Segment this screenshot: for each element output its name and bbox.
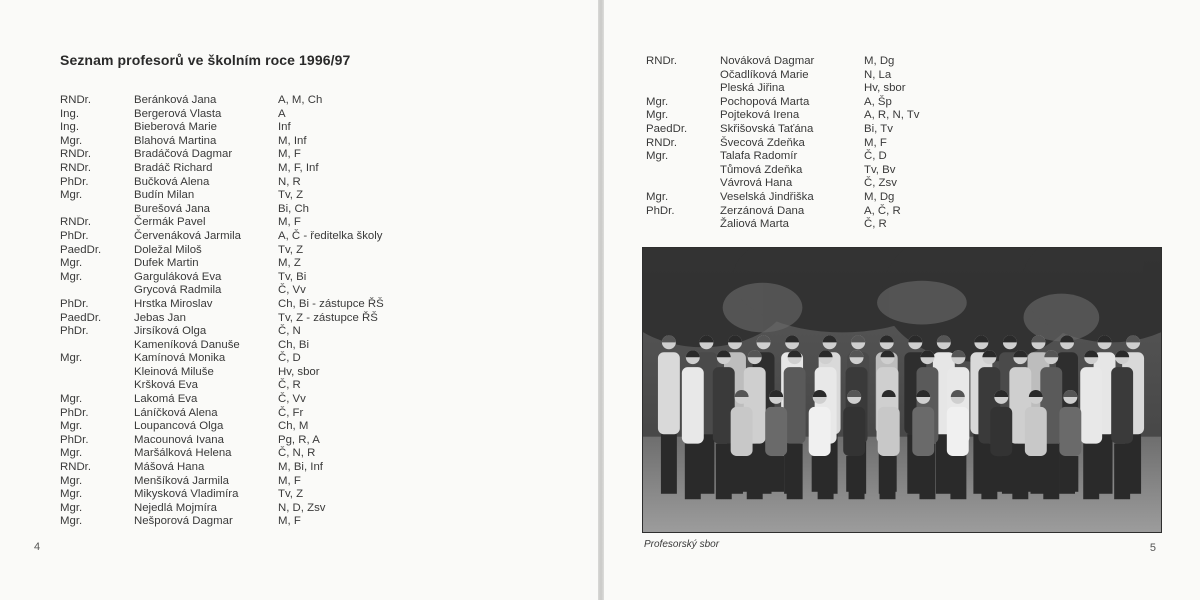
teacher-subjects: M, Inf — [278, 134, 307, 147]
teacher-name: Skřišovská Taťána — [720, 122, 814, 135]
teacher-name: Mášová Hana — [134, 461, 205, 474]
teacher-name: Bradáčová Dagmar — [134, 148, 233, 161]
teacher-subjects: M, Z — [278, 257, 301, 270]
teacher-subjects: N, D, Zsv — [278, 501, 326, 514]
academic-title: PhDr. — [646, 204, 675, 217]
person-figure — [1080, 350, 1102, 499]
teacher-subjects: A — [278, 107, 286, 120]
teacher-subjects: N, R — [278, 175, 301, 188]
teacher-subjects: M, F — [278, 148, 301, 161]
teacher-subjects: Č, Vv — [278, 284, 306, 297]
teacher-subjects: M, F — [278, 474, 301, 487]
academic-title: PhDr. — [60, 229, 89, 242]
teacher-name: Švecová Zdeňka — [720, 136, 805, 149]
teacher-name: Zerzánová Dana — [720, 204, 805, 217]
teacher-subjects: Č, Vv — [278, 393, 306, 406]
teacher-subjects: Č, N — [278, 325, 301, 338]
teacher-name: Nešporová Dagmar — [134, 515, 233, 528]
teacher-name: Beránková Jana — [134, 94, 217, 106]
teacher-name: Macounová Ivana — [134, 433, 224, 446]
teacher-subjects: A, Č - ředitelka školy — [278, 229, 383, 242]
teacher-subjects: N, La — [864, 68, 892, 81]
teacher-name: Kamínová Monika — [134, 352, 226, 365]
photo-caption: Profesorský sbor — [644, 539, 720, 550]
academic-title: RNDr. — [60, 461, 92, 474]
teacher-name: Doležal Miloš — [134, 243, 202, 256]
teacher-subjects: Ch, M — [278, 420, 309, 433]
academic-title: PhDr. — [60, 406, 89, 419]
teacher-subjects: Tv, Z — [278, 488, 304, 501]
teacher-name: Maršálková Helena — [134, 447, 232, 460]
teacher-name: Jebas Jan — [134, 311, 186, 324]
teacher-name: Pleská Jiřina — [720, 82, 785, 95]
teacher-subjects: Hv, sbor — [278, 365, 320, 378]
teacher-name: Grycová Radmila — [134, 284, 222, 297]
academic-title: PhDr. — [60, 175, 89, 188]
academic-title: Mgr. — [60, 352, 83, 365]
teacher-subjects: Tv, Z - zástupce ŘŠ — [278, 311, 378, 324]
page-number-left: 4 — [34, 541, 41, 553]
teacher-name: Budín Milan — [134, 189, 195, 202]
academic-title: PaedDr. — [646, 122, 688, 135]
academic-title: RNDr. — [60, 148, 92, 161]
teacher-subjects: Tv, Z — [278, 189, 304, 202]
academic-title: Mgr. — [646, 150, 669, 163]
teacher-subjects: Pg, R, A — [278, 433, 320, 446]
teacher-name: Očadlíková Marie — [720, 68, 809, 81]
teacher-name: Červenáková Jarmila — [134, 229, 241, 242]
academic-title: Mgr. — [60, 474, 83, 487]
person-figure — [1111, 350, 1133, 499]
teacher-subjects: Bi, Tv — [864, 122, 893, 135]
teacher-name: Kameníková Danuše — [134, 338, 240, 351]
academic-title: Mgr. — [60, 420, 83, 433]
academic-title: Ing. — [60, 121, 79, 134]
academic-title: PaedDr. — [60, 243, 102, 256]
teacher-name: Pojteková Irena — [720, 109, 800, 122]
teacher-subjects: Č, R — [278, 379, 301, 392]
academic-title: PhDr. — [60, 297, 89, 310]
teacher-subjects: Ch, Bi — [278, 338, 310, 351]
teacher-name: Veselská Jindřiška — [720, 190, 814, 203]
teacher-subjects: Tv, Bi — [278, 270, 307, 283]
academic-title: RNDr. — [60, 216, 92, 229]
page-title: Seznam profesorů ve školním roce 1996/97 — [60, 52, 351, 68]
academic-title: PaedDr. — [60, 311, 102, 324]
academic-title: Mgr. — [60, 393, 83, 406]
right-page — [604, 0, 1200, 600]
teacher-name: Pochopová Marta — [720, 95, 810, 108]
page-number-right: 5 — [1149, 542, 1156, 554]
teacher-subjects: Č, D — [864, 150, 887, 163]
teacher-subjects: M, Dg — [864, 55, 895, 67]
teacher-name: Nováková Dagmar — [720, 55, 815, 67]
academic-title: Mgr. — [60, 257, 83, 270]
academic-title: Mgr. — [646, 190, 669, 203]
teacher-subjects: M, Bi, Inf — [278, 461, 323, 474]
left-page — [0, 0, 598, 600]
group-photo-image — [643, 248, 1161, 532]
teacher-name: Tůmová Zdeňka — [720, 163, 803, 176]
academic-title: Mgr. — [60, 447, 83, 460]
academic-title: Mgr. — [60, 515, 83, 528]
teacher-subjects: M, F — [864, 136, 887, 149]
academic-title: Mgr. — [646, 95, 669, 108]
teacher-name: Jirsíková Olga — [134, 325, 207, 338]
teacher-name: Dufek Martin — [134, 257, 199, 270]
person-figure — [658, 335, 680, 493]
teacher-name: Vávrová Hana — [720, 177, 793, 190]
academic-title: Mgr. — [60, 189, 83, 202]
teacher-name: Kršková Eva — [134, 379, 198, 392]
teacher-subjects: Bi, Ch — [278, 202, 310, 215]
teacher-subjects: A, R, N, Tv — [864, 109, 920, 122]
academic-title: Mgr. — [646, 109, 669, 122]
teacher-name: Hrstka Miroslav — [134, 297, 213, 310]
teacher-name: Bradáč Richard — [134, 161, 213, 174]
teacher-subjects: Tv, Z — [278, 243, 304, 256]
teacher-subjects: A, M, Ch — [278, 94, 323, 106]
academic-title: Mgr. — [60, 270, 83, 283]
teacher-subjects: Č, N, R — [278, 447, 316, 460]
teacher-subjects: Hv, sbor — [864, 82, 906, 95]
teacher-name: Čermák Pavel — [134, 216, 206, 229]
teacher-name: Burešová Jana — [134, 202, 210, 215]
academic-title: Mgr. — [60, 134, 83, 147]
teacher-subjects: Č, Zsv — [864, 177, 897, 190]
teacher-subjects: M, F, Inf — [278, 161, 319, 174]
teacher-name: Bieberová Marie — [134, 121, 217, 134]
teacher-subjects: A, Šp — [864, 95, 892, 108]
teacher-subjects: Ch, Bi - zástupce ŘŠ — [278, 297, 384, 310]
teacher-name: Bergerová Vlasta — [134, 107, 222, 120]
teacher-subjects: Tv, Bv — [864, 163, 896, 176]
staff-group-photo — [642, 247, 1162, 533]
academic-title: Ing. — [60, 107, 79, 120]
teacher-subjects: Inf — [278, 121, 291, 134]
academic-title: RNDr. — [646, 136, 678, 149]
teacher-subjects: A, Č, R — [864, 204, 901, 217]
teacher-subjects: Č, D — [278, 352, 301, 365]
academic-title: PhDr. — [60, 433, 89, 446]
teacher-subjects: M, F — [278, 515, 301, 528]
teacher-name: Lakomá Eva — [134, 393, 198, 406]
teacher-name: Loupancová Olga — [134, 420, 224, 433]
academic-title: RNDr. — [60, 94, 92, 106]
teacher-name: Mikysková Vladimíra — [134, 488, 239, 501]
teacher-subjects: Č, R — [864, 218, 887, 231]
person-figure — [682, 350, 704, 499]
teacher-name: Nejedlá Mojmíra — [134, 501, 217, 514]
teacher-name: Žaliová Marta — [720, 218, 790, 231]
teacher-name: Garguláková Eva — [134, 270, 222, 283]
teacher-subjects: Č, Fr — [278, 406, 304, 419]
academic-title: RNDr. — [646, 55, 678, 67]
teacher-subjects: M, Dg — [864, 190, 895, 203]
academic-title: Mgr. — [60, 488, 83, 501]
academic-title: RNDr. — [60, 161, 92, 174]
teacher-name: Bučková Alena — [134, 175, 210, 188]
teacher-name: Láníčková Alena — [134, 406, 218, 419]
teacher-name: Menšíková Jarmila — [134, 474, 229, 487]
teacher-name: Kleinová Miluše — [134, 365, 214, 378]
teacher-subjects: M, F — [278, 216, 301, 229]
academic-title: PhDr. — [60, 325, 89, 338]
teacher-name: Talafa Radomír — [720, 150, 798, 163]
teacher-name: Blahová Martina — [134, 134, 217, 147]
academic-title: Mgr. — [60, 501, 83, 514]
